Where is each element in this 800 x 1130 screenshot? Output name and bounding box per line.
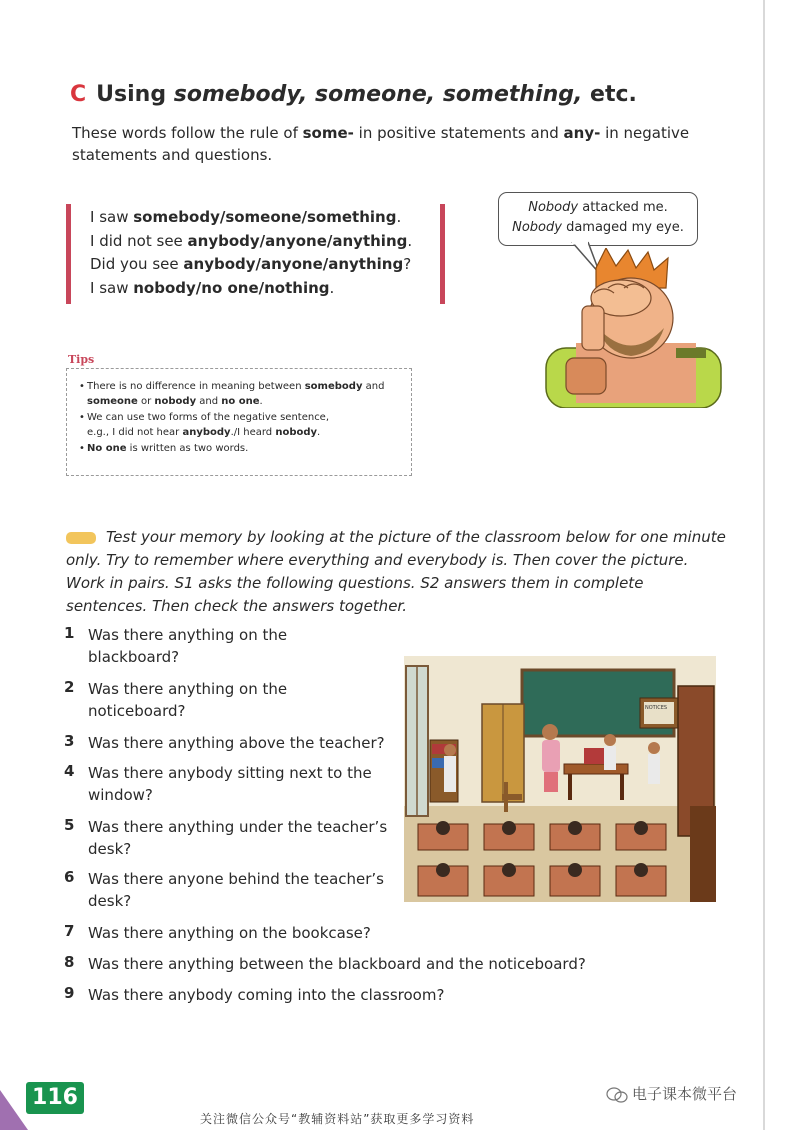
example-bold: nobody/no one/nothing (133, 278, 330, 297)
example-post: . (329, 278, 335, 297)
bubble-text: attacked me. (578, 200, 668, 215)
question-text (88, 678, 408, 722)
tip-bold: nobody (154, 396, 197, 407)
footer-note: 关注微信公众号“教辅资料站”获取更多学习资料 (200, 1112, 475, 1126)
bubble-italic: Nobody (512, 220, 562, 235)
tip-text: ./I heard (230, 427, 276, 438)
bubble-line-1 (499, 198, 697, 218)
teacher (542, 740, 560, 772)
example-bar-right (440, 204, 445, 304)
question-number: 9 (64, 984, 75, 1002)
tips-label: Tips (68, 353, 95, 366)
question-line: Was there anybody coming into the classroom? (88, 986, 445, 1004)
classroom-illustration (404, 656, 716, 902)
section-letter: C (70, 82, 87, 107)
question-text (88, 762, 418, 806)
tip-text: and (196, 396, 222, 407)
tip-text: or (137, 396, 155, 407)
tip-text: . (317, 427, 321, 438)
page-number: 116 (26, 1082, 84, 1114)
watermark (606, 1083, 737, 1104)
bullet-icon: • (79, 381, 85, 392)
example-line (90, 206, 412, 230)
example-post: . (396, 208, 402, 226)
question-text (88, 732, 418, 754)
tip-bold: nobody (275, 427, 318, 438)
question-number: 8 (64, 953, 75, 971)
section-heading (70, 82, 637, 107)
tip-bold: No one (87, 443, 127, 454)
example-line (90, 277, 412, 301)
example-bold: somebody/someone/something (133, 208, 397, 226)
example-post: . (407, 231, 413, 250)
intro-text: in negative statements and questions. (72, 124, 690, 164)
tip-text: There is no difference in meaning between (87, 381, 305, 392)
example-line (90, 230, 412, 254)
question-line: desk? (88, 840, 132, 858)
student (604, 746, 616, 770)
cartoon-character-illustration (536, 248, 726, 408)
question-line: Was there anything under the teacher’s (88, 818, 388, 836)
question-line: Was there anyone behind the teacher’s (88, 870, 384, 888)
bubble-italic: Nobody (528, 200, 579, 215)
question-number: 6 (64, 868, 75, 886)
student (648, 754, 660, 784)
section-title-italic: somebody, someone, something, (173, 82, 583, 107)
teacher-desk (564, 764, 628, 774)
section-title-suffix: etc. (582, 82, 637, 107)
question-line: Was there anything between the blackboard and the noticeboard? (88, 955, 586, 973)
example-box (66, 200, 446, 304)
speech-bubble (498, 192, 698, 246)
task-badge (66, 532, 96, 544)
bubble-text: damaged my eye. (561, 220, 684, 235)
tip-item (79, 379, 404, 409)
intro-paragraph (72, 122, 692, 166)
question-line: window? (88, 786, 153, 804)
tip-bold: somebody (304, 381, 363, 392)
example-pre: I saw (90, 278, 134, 297)
question-number: 5 (64, 816, 75, 834)
tips-box (66, 368, 412, 476)
question-line: Was there anything on the (88, 680, 288, 698)
tip-text: e.g., I did not hear (87, 427, 183, 438)
question-line: noticeboard? (88, 702, 186, 720)
watermark-text: 电子课本微平台 (632, 1085, 738, 1103)
tip-text: is written as two words. (126, 443, 249, 454)
notice-label: NOTICES (645, 705, 668, 711)
question-line: Was there anything above the teacher? (88, 734, 385, 752)
example-lines (90, 206, 412, 300)
question-number: 7 (64, 922, 75, 940)
example-pre: I saw (90, 208, 134, 226)
example-line (90, 253, 412, 277)
tips-list (79, 379, 404, 457)
question-line: desk? (88, 892, 132, 910)
question-text (88, 868, 418, 912)
intro-text: in positive statements and (353, 124, 564, 142)
tip-text: . (259, 396, 263, 407)
question-text (88, 624, 408, 668)
intro-bold-some: some- (302, 124, 354, 142)
intro-text: These words follow the rule of (72, 124, 303, 142)
question-number: 1 (64, 624, 75, 642)
bubble-line-2 (499, 218, 697, 238)
tip-item (79, 441, 404, 456)
section-title-prefix: Using (96, 82, 174, 107)
question-line: Was there anything on the (88, 626, 288, 644)
example-bold: anybody/anyone/anything (187, 231, 408, 250)
question-number: 4 (64, 762, 75, 780)
example-pre: I did not see (90, 231, 188, 250)
bullet-icon: • (79, 412, 85, 423)
task-text: Test your memory by looking at the picture of the classroom below for one minute only. Try to remember where everything and everybody is. Then cover the picture. Work in pairs. S1 asks the following questions. S2 answers them in complete sentences. Then check the answers together. (66, 528, 726, 615)
bullet-icon: • (79, 443, 85, 454)
example-post: ? (403, 255, 412, 273)
tip-bold: someone (87, 396, 138, 407)
question-line: Was there anything on the bookcase? (88, 924, 371, 942)
wechat-icon (606, 1087, 628, 1103)
tip-text: and (362, 381, 385, 392)
question-number: 2 (64, 678, 75, 696)
tip-text: We can use two forms of the negative sentence, (87, 412, 330, 423)
question-text (88, 984, 728, 1006)
question-number: 3 (64, 732, 75, 750)
question-text (88, 922, 508, 944)
piano (690, 806, 716, 902)
question-text (88, 816, 418, 860)
example-pre: Did you see (90, 255, 184, 273)
task-instruction (66, 526, 726, 618)
intro-bold-any: any- (563, 124, 601, 142)
question-line: blackboard? (88, 648, 180, 666)
example-bar-left (66, 204, 71, 304)
student (444, 756, 456, 792)
tip-item (79, 410, 404, 440)
example-bold: anybody/anyone/anything (183, 255, 404, 273)
question-line: Was there anybody sitting next to the (88, 764, 372, 782)
question-text (88, 953, 728, 975)
tip-bold: no one (221, 396, 260, 407)
page-gutter-line (763, 0, 765, 1130)
tip-bold: anybody (182, 427, 231, 438)
